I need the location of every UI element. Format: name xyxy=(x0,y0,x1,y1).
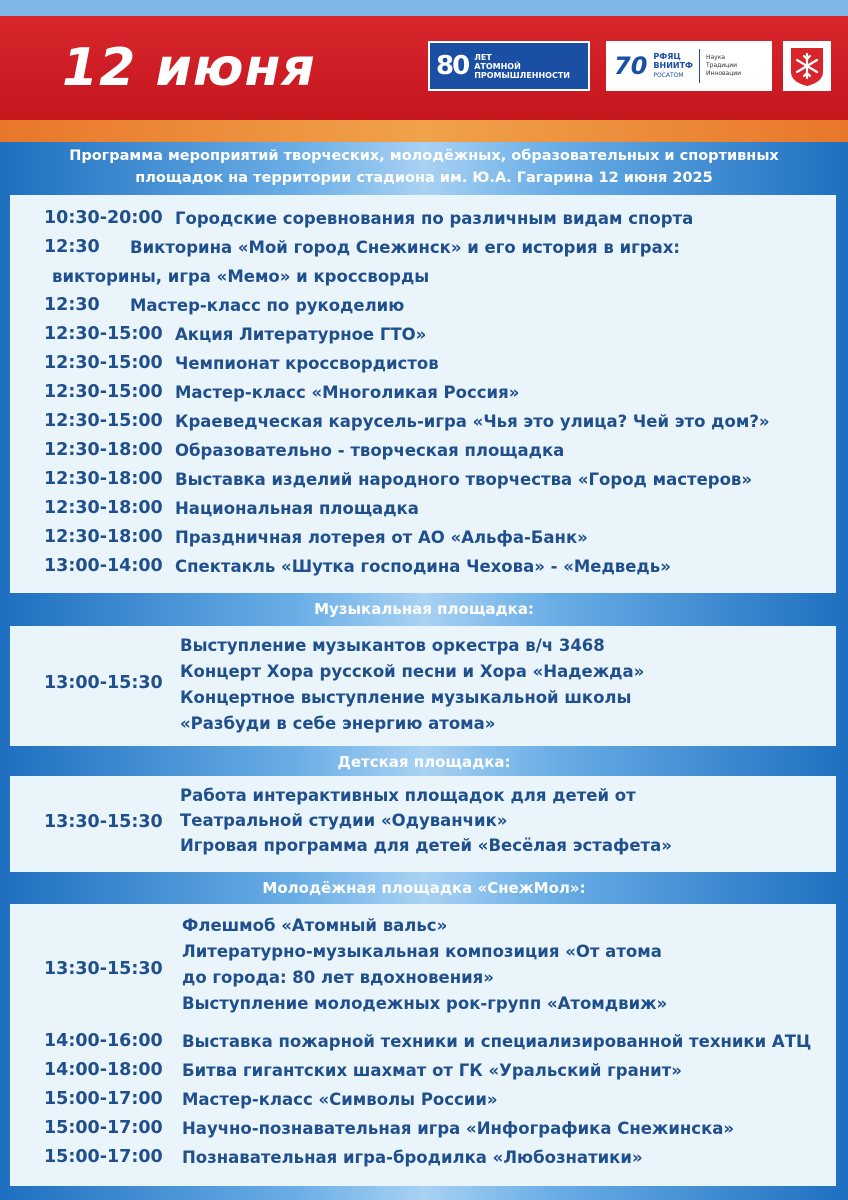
logo-divider xyxy=(699,49,700,83)
event-text: викторины, игра «Мемо» и кроссворды xyxy=(52,267,430,286)
main-events-panel xyxy=(10,195,836,593)
city-emblem-logo xyxy=(783,41,831,91)
event-time: 12:30-15:00 xyxy=(44,382,163,402)
kids-line: Театральной студии «Одуванчик» xyxy=(180,811,508,830)
program-title-line: Программа мероприятий творческих, молодёжных, образовательных и спортивных xyxy=(69,148,779,164)
event-time: 12:30-15:00 xyxy=(44,353,163,373)
music-line: Концертное выступление музыкальной школы xyxy=(180,688,632,707)
event-text: Образовательно - творческая площадка xyxy=(175,441,565,460)
top-band xyxy=(0,0,848,16)
kids-panel xyxy=(10,776,836,872)
logo-atom-text-line: АТОМНОЙ xyxy=(474,61,521,71)
event-text: Выставка пожарной техники и специализированной техники АТЦ xyxy=(182,1032,812,1051)
logo-vniitf-line: РОСАТОМ xyxy=(653,72,684,79)
event-time: 14:00-16:00 xyxy=(44,1031,163,1051)
event-text: Научно-познавательная игра «Инфографика Снежинска» xyxy=(182,1119,735,1138)
event-text: Краеведческая карусель-игра «Чья это улица? Чей это дом?» xyxy=(175,412,770,431)
program-title xyxy=(0,145,848,189)
event-text: Битва гигантских шахмат от ГК «Уральский гранит» xyxy=(182,1061,682,1080)
event-text: Городские соревнования по различным видам спорта xyxy=(175,209,694,228)
snowflake-emblem-icon xyxy=(787,44,827,88)
logo-vniitf-motto xyxy=(706,54,741,78)
event-time: 15:00-17:00 xyxy=(44,1147,163,1167)
event-time: 12:30-18:00 xyxy=(44,469,163,489)
event-text: Чемпионат кроссвордистов xyxy=(175,354,439,373)
motto-line: Традиции xyxy=(705,62,738,69)
youth-line: Выступление молодежных рок-групп «Атомдвиж» xyxy=(182,994,668,1013)
program-title-line: площадок на территории стадиона им. Ю.А. Гагарина 12 июня 2025 xyxy=(135,170,713,186)
music-line: Концерт Хора русской песни и Хора «Надежда» xyxy=(180,662,645,681)
event-time: 12:30 xyxy=(44,295,100,315)
youth-time: 13:30-15:30 xyxy=(44,959,163,979)
motto-line: Инновации xyxy=(705,70,742,77)
event-text: Познавательная игра-бродилка «Любознатики» xyxy=(182,1148,643,1167)
logo-vniitf-line: ВНИИТФ xyxy=(653,61,693,70)
event-time: 12:30 xyxy=(44,237,100,257)
event-time: 12:30-18:00 xyxy=(44,527,163,547)
logo-vniitf-text xyxy=(653,52,693,80)
event-time: 10:30-20:00 xyxy=(44,208,163,228)
event-time: 12:30-18:00 xyxy=(44,498,163,518)
logo-80-years-atomic-industry xyxy=(428,41,590,91)
logo-vniitf xyxy=(606,41,772,91)
event-text: Викторина «Мой город Снежинск» и его история в играх: xyxy=(130,238,680,257)
event-text: Праздничная лотерея от АО «Альфа-Банк» xyxy=(175,528,588,547)
event-time: 12:30-15:00 xyxy=(44,324,163,344)
event-text: Акция Литературное ГТО» xyxy=(175,325,427,344)
kids-heading: Детская площадка: xyxy=(337,753,511,771)
event-text: Мастер-класс «Многоликая Россия» xyxy=(175,383,520,402)
music-time: 13:00-15:30 xyxy=(44,673,163,693)
youth-panel xyxy=(10,904,836,1186)
music-line: Выступление музыкантов оркестра в/ч 3468 xyxy=(180,636,605,655)
event-time: 15:00-17:00 xyxy=(44,1118,163,1138)
youth-line: Литературно-музыкальная композиция «От атома xyxy=(182,942,662,961)
header-stripe xyxy=(0,120,848,142)
music-heading: Музыкальная площадка: xyxy=(314,600,534,618)
kids-line: Работа интерактивных площадок для детей от xyxy=(180,786,636,805)
youth-line: до города: 80 лет вдохновения» xyxy=(182,968,494,987)
event-text: Спектакль «Шутка господина Чехова» - «Медведь» xyxy=(175,557,671,576)
event-text: Выставка изделий народного творчества «Город мастеров» xyxy=(175,470,753,489)
page-date: 12 июня xyxy=(62,38,316,98)
music-panel xyxy=(10,626,836,746)
logo-vniitf-number: 70 xyxy=(614,52,648,80)
logo-atom-number: 80 xyxy=(436,51,469,81)
event-text: Мастер-класс «Символы России» xyxy=(182,1090,498,1109)
music-line: «Разбуди в себе энергию атома» xyxy=(180,714,496,733)
event-time: 13:00-14:00 xyxy=(44,556,163,576)
logo-vniitf-line: РФЯЦ xyxy=(653,52,681,61)
kids-line: Игровая программа для детей «Весёлая эстафета» xyxy=(180,836,672,855)
event-time: 15:00-17:00 xyxy=(44,1089,163,1109)
event-time: 12:30-15:00 xyxy=(44,411,163,431)
event-text: Национальная площадка xyxy=(175,499,419,518)
event-text: Мастер-класс по рукоделию xyxy=(130,296,405,315)
motto-line: Наука xyxy=(705,54,726,61)
logo-atom-text xyxy=(474,53,570,80)
youth-heading: Молодёжная площадка «СнежМол»: xyxy=(262,879,586,897)
event-time: 14:00-18:00 xyxy=(44,1060,163,1080)
event-time: 12:30-18:00 xyxy=(44,440,163,460)
kids-time: 13:30-15:30 xyxy=(44,812,163,832)
logo-atom-text-line: ПРОМЫШЛЕННОСТИ xyxy=(474,70,571,80)
youth-line: Флешмоб «Атомный вальс» xyxy=(182,916,448,935)
logo-atom-text-line: ЛЕТ xyxy=(474,52,492,62)
